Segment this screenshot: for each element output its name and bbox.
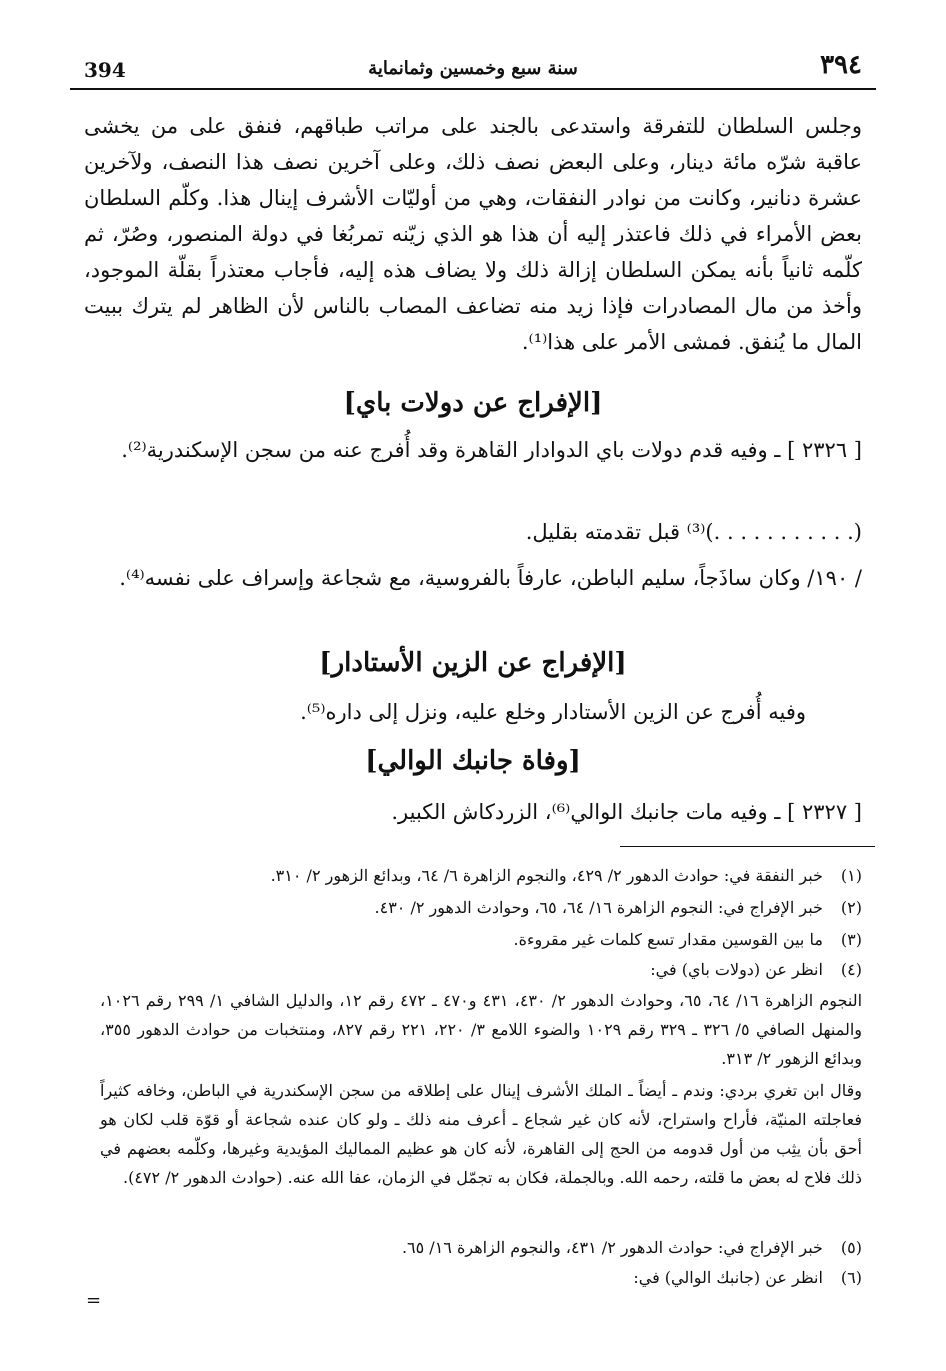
- page-header: [70, 48, 876, 90]
- page-number-latin: 394: [84, 58, 126, 82]
- footnote-number: (٦): [840, 1268, 862, 1287]
- margin-mark: =: [86, 1290, 102, 1311]
- footnote-4: [100, 956, 862, 983]
- folio-line: / ١٩٠/ وكان ساذَجاً، سليم الباطن، عارفاً بالفروسية، مع شجاعة وإسراف على نفسه⁽⁴⁾.: [119, 566, 862, 590]
- footnote-text: خبر النفقة في: حوادث الدهور ٢/ ٤٢٩، والنجوم الزاهرة ٦/ ٦٤، وبدائع الزهور ٢/ ٣١٠.: [270, 866, 823, 885]
- footnote-number: (٢): [840, 898, 862, 917]
- footnote-1: [100, 862, 862, 889]
- footnote-text: ما بين القوسين مقدار تسع كلمات غير مقروءة.: [513, 930, 823, 949]
- footnote-text: خبر الإفراج في: حوادث الدهور ٢/ ٤٣١، والنجوم الزاهرة ١٦/ ٦٥.: [401, 1238, 823, 1257]
- entry-2326: [ ٢٣٢٦ ] ـ وفيه قدم دولات باي الدوادار القاهرة وقد أُفرج عنه من سجن الإسكندرية⁽²⁾.: [121, 438, 862, 462]
- footnote-number: (٣): [840, 930, 862, 949]
- running-title: سنة سبع وخمسين وثمانماية: [368, 58, 578, 79]
- footnote-text: انظر عن (جانبك الوالي) في:: [633, 1268, 823, 1287]
- lacuna-line: (. . . . . . . . . . .)⁽³⁾ قبل تقدمته بقليل.: [525, 520, 862, 544]
- opening-paragraph: وجلس السلطان للتفرقة واستدعى بالجند على مراتب طباقهم، فنفق على من يخشى عاقبة شرّه مائة دينار، وعلى البعض نصف ذلك، وعلى آخرين نصف هذا النصف، ولآخرين عشرة دنانير، وكانت من نوادر النفقات، وهي من أوليّات الأشرف إينال هذا. وكلّم السلطان بعض الأمراء في ذلك فاعتذر إليه أن هذا هو الذي زيّنه تمربُغا في دولة المنصور، وصُرّ، ثم كلّمه ثانياً بأنه يمكن السلطان إزالة ذلك ولا يضاف هذه إليه، فأجاب معتذراً بقلّة الموجود، وأخذ من مال المصادرات فإذا زيد منه تضاعف المصاب بالناس لأن الظاهر لم يترك ببيت المال ما يُنفق. فمشى الأمر على هذا⁽¹⁾.: [84, 114, 862, 354]
- entry-zayn-release: وفيه أُفرج عن الزين الأستادار وخلع عليه، ونزل إلى داره⁽⁵⁾.: [300, 700, 806, 724]
- footnote-separator: [620, 846, 875, 847]
- entry-2327: [ ٢٣٢٧ ] ـ وفيه مات جانبك الوالي⁽⁶⁾، الزردكاش الكبير.: [391, 800, 862, 824]
- footnote-text: خبر الإفراج في: النجوم الزاهرة ١٦/ ٦٤، ٦٥، وحوادث الدهور ٢/ ٤٣٠.: [374, 898, 823, 917]
- page-number-arabic: ٣٩٤: [820, 50, 862, 80]
- footnote-6: [100, 1264, 862, 1291]
- footnote-number: (٥): [840, 1238, 862, 1257]
- section-heading-janbak: [وفاة جانبك الوالي]: [365, 746, 581, 776]
- footnote-2: [100, 894, 862, 921]
- footnote-5: [100, 1234, 862, 1261]
- section-heading-zayn: [الإفراج عن الزين الأستادار]: [319, 648, 627, 678]
- footnote-4-sources: النجوم الزاهرة ١٦/ ٦٤، ٦٥، وحوادث الدهور ٢/ ٤٣٠، ٤٣١ و٤٧٠ ـ ٤٧٢ رقم ١٢، والدليل الشافي ١/ ٢٩٩ رقم ١٠٢٦، والمنهل الصافي ٥/ ٣٢٦ ـ ٣٢٩ رقم ١٠٢٩ والضوء اللامع ٣/ ٢٢٠، ٢٢١ رقم ٨٢٧، ومنتخبات من حوادث الدهور ٣٥٥، وبدائع الزهور ٢/ ٣١٣.: [100, 991, 863, 1068]
- section-heading-dawlat-bay: [الإفراج عن دولات باي]: [343, 388, 603, 418]
- footnote-3: [100, 926, 862, 953]
- footnote-number: (٤): [840, 960, 862, 979]
- footnote-4-quote: وقال ابن تغري بردي: وندم ـ أيضاً ـ الملك الأشرف إينال على إطلاقه من سجن الإسكندرية في الباطن، وخافه كثيراً فعاجلته المنيّة، فأراح واستراح، لأنه كان غير شجاع ـ أعرف منه ذلك ـ ولو كان عنده شجاعة أو قوّة قلب لكان هو أحق بأن يثِب من أول قدومه من الحج إلى القاهرة، لأنه كان هو عظيم المماليك المؤيدية وغيرها، وكلّمه بعضهم في ذلك فلاح له بعض ما قلته، رحمه الله. وبالجملة، فكان به تجمّل في الزمان، عفا الله عنه. (حوادث الدهور ٢/ ٤٧٢).: [100, 1081, 863, 1187]
- footnote-number: (١): [840, 866, 862, 885]
- footnote-text: انظر عن (دولات باي) في:: [650, 960, 823, 979]
